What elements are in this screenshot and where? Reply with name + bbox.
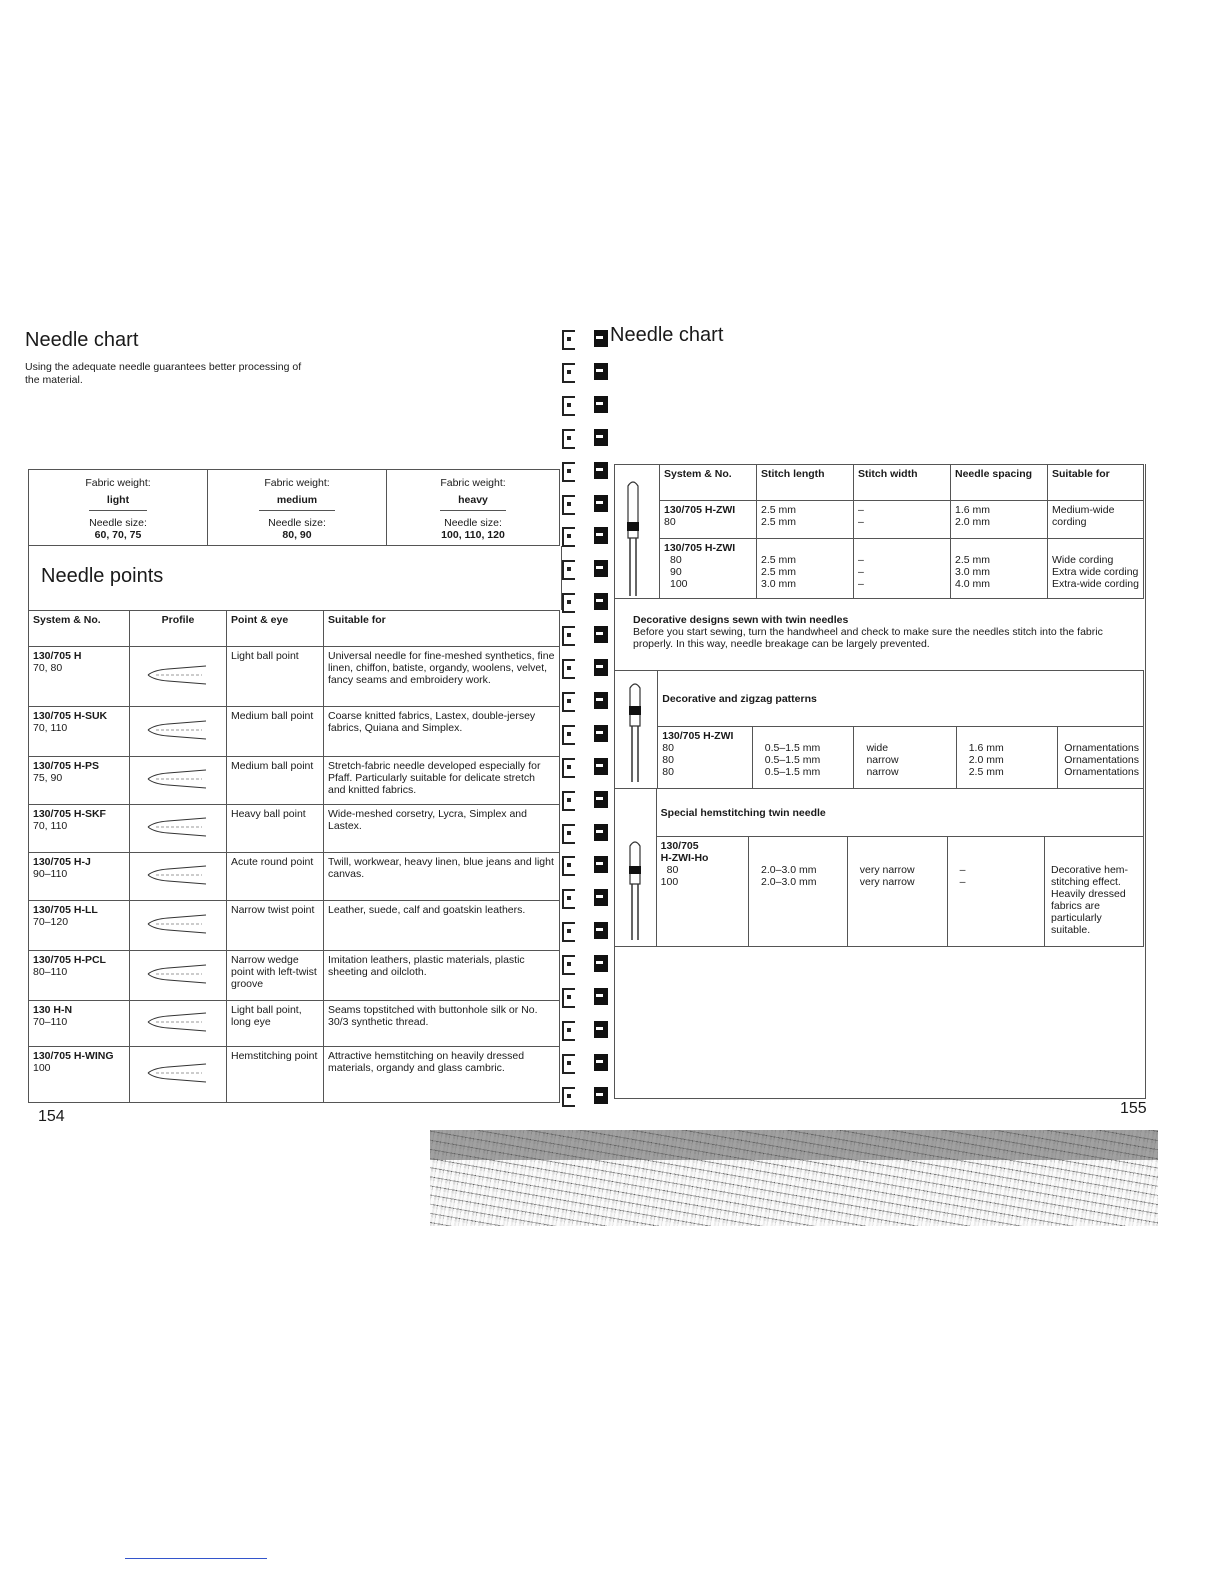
needle-row: 130/705 H-SKF 70, 110 Heavy ball point Wide-meshed corsetry, Lycra, Simplex and Lastex. [29,805,560,853]
binding-ring [558,427,618,447]
binding-ring [558,822,618,842]
right-page-title: Needle chart [610,324,724,346]
col-point: Point & eye [227,611,324,647]
binding-ring [558,756,618,776]
needle-points-table [28,610,560,1103]
hemstitch-row: 130/705 H-ZWI-Ho 80 100 2.0–3.0 mm 2.0–3.0 mm very narrow very narrow – – Decorative hem-stitching effect. Heavily dressed fabrics are particularly suitable. [615,837,1144,947]
right-page-number: 155 [1120,1100,1147,1117]
spiral-binding [558,326,618,1116]
footnote-rule [125,1558,267,1559]
binding-ring [558,591,618,611]
weight-medium-cell: Fabric weight: medium Needle size: 80, 90 [208,470,387,546]
binding-ring [558,789,618,809]
binding-ring [558,953,618,973]
light-ball-point-needle-icon [146,662,210,688]
wing-needle-icon [146,1060,210,1086]
needle-points-title: Needle points [41,565,164,587]
binding-ring [558,361,618,381]
needle-row: 130/705 H-J 90–110 Acute round point Twill, workwear, heavy linen, blue jeans and light canvas. [29,853,560,901]
hemstitch-table [614,788,1144,947]
left-page-title: Needle chart [25,329,139,351]
binding-ring [558,460,618,480]
binding-ring [558,690,618,710]
needle-row: 130 H-N 70–110 Light ball point, long eye Seams topstitched with buttonhole silk or No. 30/3 synthetic thread. [29,1001,560,1047]
binding-ring [558,328,618,348]
twin-col-spacing: Needle spacing [951,465,1048,501]
binding-ring [558,525,618,545]
hemstitch-title: Special hemstitching twin needle [656,789,1143,837]
needle-row: 130/705 H-LL 70–120 Narrow twist point Leather, suede, calf and goatskin leathers. [29,901,560,951]
binding-ring [558,558,618,578]
heavy-ball-point-needle-icon [146,814,210,840]
twin-needle-table [614,464,1144,599]
weight-heavy-cell: Fabric weight: heavy Needle size: 100, 110, 120 [387,470,560,546]
fabric-weight-table [28,469,560,546]
medium-ball-point-needle-icon [146,717,210,743]
needle-row: 130/705 H-WING 100 Hemstitching point Attractive hemstitching on heavily dressed materials, organdy and glass cambric. [29,1047,560,1103]
weight-light-cell: Fabric weight: light Needle size: 60, 70, 75 [29,470,208,546]
decorative-note: Decorative designs sewn with twin needles Before you start sewing, turn the handwheel and check to make sure the needles stitch into the fabric properly. In this way, needle breakage can be largely prevented. [633,614,1103,650]
leather-needle-icon [146,911,210,937]
binding-ring [558,920,618,940]
binding-ring [558,394,618,414]
binding-ring [558,1085,618,1105]
twin-row-2: 130/705 H-ZWI 80 90 100 2.5 mm 2.5 mm 3.0 mm – – – 2.5 mm 3.0 mm 4.0 mm Wide cording Extra wide cording Extra-wide cording [615,539,1144,599]
binding-ring [558,887,618,907]
hemstitch-twin-needle-icon [624,838,646,944]
twin-col-width: Stitch width [854,465,951,501]
intro-text: Using the adequate needle guarantees better processing of the material. [25,361,302,386]
twin-col-length: Stitch length [757,465,854,501]
needle-row: 130/705 H-SUK 70, 110 Medium ball point Coarse knitted fabrics, Lastex, double-jersey fabrics, Quiana and Simplex. [29,707,560,757]
twin-needle-icon [622,478,644,600]
col-profile: Profile [130,611,227,647]
twin-row-1: 130/705 H-ZWI 80 2.5 mm 2.5 mm – – 1.6 mm 2.0 mm Medium-wide cording [615,501,1144,539]
zigzag-table [614,670,1144,789]
zigzag-row: 130/705 H-ZWI 80 80 80 0.5–1.5 mm 0.5–1.5 mm 0.5–1.5 mm wide narrow narrow 1.6 mm 2.0 mm 2.5 mm Ornamentations Ornamentations Ornamentations [615,727,1144,789]
needle-row: 130/705 H 70, 80 Light ball point Universal needle for fine-meshed synthetics, fine linen, chiffon, batiste, organdy, woolens, velvet, fancy seams and embroidery work. [29,647,560,707]
binding-ring [558,657,618,677]
topstitch-needle-icon [146,1009,210,1035]
wedge-point-needle-icon [146,961,210,987]
col-suitable: Suitable for [324,611,560,647]
binding-ring [558,1052,618,1072]
needle-row: 130/705 H-PCL 80–110 Narrow wedge point with left-twist groove Imitation leathers, plastic materials, plastic sheeting and oilcloth. [29,951,560,1001]
jeans-needle-icon [146,862,210,888]
needle-row: 130/705 H-PS 75, 90 Medium ball point Stretch-fabric needle developed especially for Pfaff. Particularly suitable for delicate stretch and knitted fabrics. [29,757,560,805]
zigzag-twin-needle-icon [624,680,646,786]
stretch-needle-icon [146,766,210,792]
binding-ring [558,624,618,644]
left-page-number: 154 [38,1108,65,1125]
binding-ring [558,493,618,513]
twin-col-system: System & No. [660,465,757,501]
col-system: System & No. [29,611,130,647]
twin-col-suitable: Suitable for [1048,465,1144,501]
binding-ring [558,723,618,743]
scan-noise-band [430,1130,1158,1160]
zigzag-title: Decorative and zigzag patterns [658,671,1144,727]
binding-ring [558,1019,618,1039]
binding-ring [558,854,618,874]
binding-ring [558,986,618,1006]
